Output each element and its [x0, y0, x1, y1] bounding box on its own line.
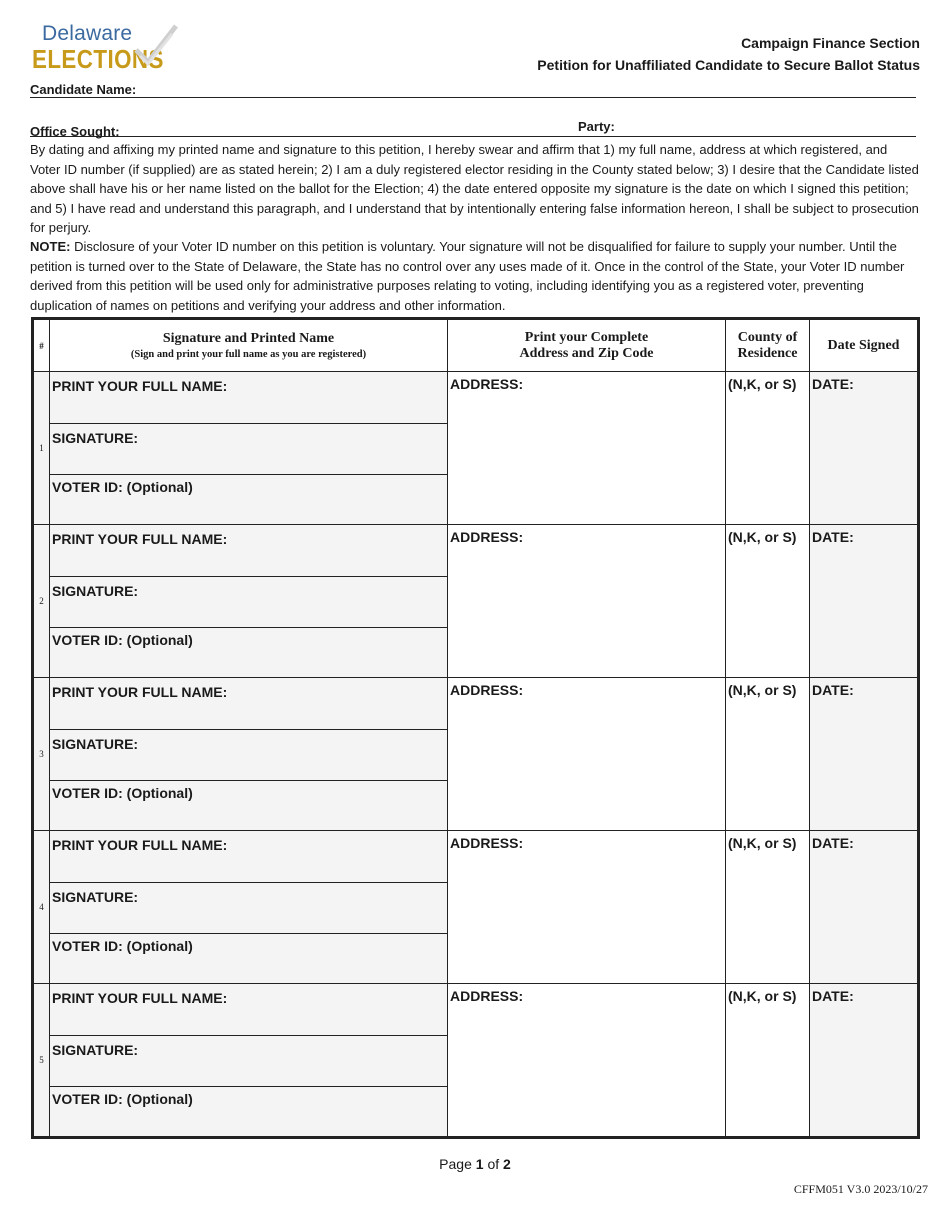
- address-field[interactable]: [448, 831, 726, 984]
- address-label: ADDRESS:: [450, 682, 524, 698]
- signer-row: [33, 372, 919, 525]
- signature-field[interactable]: [50, 577, 447, 629]
- signature-label: SIGNATURE:: [52, 1041, 139, 1058]
- voter-id-field[interactable]: [50, 934, 447, 983]
- print-name-field[interactable]: [50, 525, 447, 577]
- print-name-label: PRINT YOUR FULL NAME:: [52, 990, 228, 1006]
- voter-id-label: VOTER ID: (Optional): [52, 938, 193, 955]
- header-address-line1: Print your Complete: [524, 329, 649, 345]
- county-field[interactable]: [726, 831, 810, 984]
- table-header-row: [33, 319, 919, 372]
- county-label: (N,K, or S): [728, 376, 797, 392]
- date-label: DATE:: [812, 376, 854, 392]
- signer-name-cell: [50, 984, 448, 1138]
- delaware-elections-logo: [30, 20, 190, 80]
- address-label: ADDRESS:: [450, 835, 524, 851]
- office-party-line[interactable]: [30, 136, 916, 137]
- header-county-line1: County of: [737, 329, 798, 345]
- header-county: [726, 319, 810, 372]
- date-label: DATE:: [812, 835, 854, 851]
- signer-row: [33, 984, 919, 1138]
- form-id: CFFM051 V3.0 2023/10/27: [793, 1182, 928, 1196]
- signature-field[interactable]: [50, 883, 447, 935]
- voter-id-field[interactable]: [50, 781, 447, 830]
- signer-name-cell: [50, 831, 448, 984]
- county-field[interactable]: [726, 372, 810, 525]
- voter-id-label: VOTER ID: (Optional): [52, 479, 193, 496]
- signature-label: SIGNATURE:: [52, 735, 139, 752]
- row-number: 1: [33, 372, 50, 525]
- header-address-line2: Address and Zip Code: [519, 345, 654, 361]
- candidate-name-line[interactable]: [30, 97, 916, 98]
- county-label: (N,K, or S): [728, 529, 797, 545]
- header-signature: [50, 319, 448, 372]
- print-name-label: PRINT YOUR FULL NAME:: [52, 684, 228, 700]
- row-number: 3: [33, 678, 50, 831]
- signer-name-cell: [50, 372, 448, 525]
- signer-name-cell: [50, 525, 448, 678]
- date-label: DATE:: [812, 682, 854, 698]
- signer-row: [33, 525, 919, 678]
- header-signature-sub: (Sign and print your full name as you are registered): [130, 349, 367, 360]
- signature-field[interactable]: [50, 424, 447, 476]
- signature-field[interactable]: [50, 1036, 447, 1088]
- address-field[interactable]: [448, 525, 726, 678]
- row-number: 5: [33, 984, 50, 1138]
- party-label: Party:: [578, 119, 615, 134]
- row-number: 4: [33, 831, 50, 984]
- county-label: (N,K, or S): [728, 682, 797, 698]
- print-name-field[interactable]: [50, 372, 447, 424]
- signature-label: SIGNATURE:: [52, 582, 139, 599]
- print-name-label: PRINT YOUR FULL NAME:: [52, 378, 228, 394]
- print-name-field[interactable]: [50, 831, 447, 883]
- logo-line1: Delaware: [42, 22, 133, 45]
- voter-id-field[interactable]: [50, 1087, 447, 1136]
- voter-id-field[interactable]: [50, 628, 447, 677]
- date-label: DATE:: [812, 529, 854, 545]
- signer-row: [33, 831, 919, 984]
- header-number: #: [33, 319, 50, 372]
- checkmark-icon: [130, 20, 180, 70]
- petition-table: [31, 317, 920, 1139]
- date-label: DATE:: [812, 988, 854, 1004]
- signer-name-cell: [50, 678, 448, 831]
- voter-id-field[interactable]: [50, 475, 447, 524]
- voter-id-label: VOTER ID: (Optional): [52, 632, 193, 649]
- section-title: Campaign Finance Section: [741, 35, 920, 51]
- date-field[interactable]: [810, 678, 919, 831]
- county-field[interactable]: [726, 525, 810, 678]
- affirmation-paragraph: By dating and affixing my printed name and signature to this petition, I hereby swear and affirm that 1) my full name, address at which registered, and Voter ID number (if supplied) are as stated herein; 2) I am a duly registered elector residing in the County stated below; 3) I desire that the Candidate listed above shall have his or her name listed on the ballot for the Election; 4) the date entered opposite my signature is the date on which I signed this petition; and 5) I have read and understand this paragraph, and I understand that by intentionally entering false information hereon, I shall be subject to prosecution for perjury.: [30, 142, 919, 235]
- county-label: (N,K, or S): [728, 835, 797, 851]
- date-field[interactable]: [810, 525, 919, 678]
- signature-label: SIGNATURE:: [52, 429, 139, 446]
- note-label: NOTE:: [30, 239, 71, 254]
- header-county-line2: Residence: [737, 345, 798, 361]
- address-field[interactable]: [448, 372, 726, 525]
- county-field[interactable]: [726, 984, 810, 1138]
- row-number: 2: [33, 525, 50, 678]
- signature-field[interactable]: [50, 730, 447, 782]
- note-text: Disclosure of your Voter ID number on this petition is voluntary. Your signature will not be disqualified for failure to supply your number. Until the petition is turned over to the State of Delaware, the State has no control over any uses made of it. Once in the control of the State, your Voter ID number derived from this petition will be used only for administrative purposes relating to voting, including identifying you as a registered voter, preventing duplication of names on petitions and verifying your address and other information.: [30, 239, 905, 313]
- county-label: (N,K, or S): [728, 988, 797, 1004]
- address-label: ADDRESS:: [450, 529, 524, 545]
- office-sought-label: Office Sought:: [30, 124, 120, 139]
- note-paragraph: [30, 237, 920, 315]
- county-field[interactable]: [726, 678, 810, 831]
- address-label: ADDRESS:: [450, 988, 524, 1004]
- header-signature-title: Signature and Printed Name: [162, 331, 335, 346]
- date-field[interactable]: [810, 831, 919, 984]
- header-address: [448, 319, 726, 372]
- print-name-field[interactable]: [50, 678, 447, 730]
- voter-id-label: VOTER ID: (Optional): [52, 1091, 193, 1108]
- signer-row: [33, 678, 919, 831]
- print-name-label: PRINT YOUR FULL NAME:: [52, 837, 228, 853]
- print-name-field[interactable]: [50, 984, 447, 1036]
- date-field[interactable]: [810, 984, 919, 1138]
- address-label: ADDRESS:: [450, 376, 524, 392]
- candidate-name-label: Candidate Name:: [30, 82, 137, 97]
- voter-id-label: VOTER ID: (Optional): [52, 785, 193, 802]
- address-field[interactable]: [448, 678, 726, 831]
- address-field[interactable]: [448, 984, 726, 1138]
- print-name-label: PRINT YOUR FULL NAME:: [52, 531, 228, 547]
- header-date: Date Signed: [810, 319, 919, 372]
- form-title: Petition for Unaffiliated Candidate to Secure Ballot Status: [537, 57, 920, 73]
- page-number: Page 1 of 2: [439, 1156, 511, 1172]
- logo-line2: ELECTIONS: [32, 44, 164, 74]
- date-field[interactable]: [810, 372, 919, 525]
- signature-label: SIGNATURE:: [52, 888, 139, 905]
